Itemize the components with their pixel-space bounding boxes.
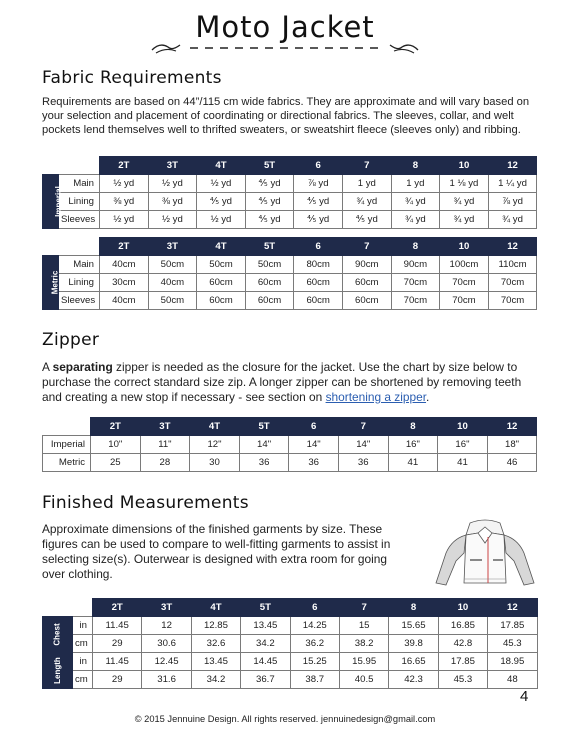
measurement-group-label (43, 653, 73, 689)
table-cell: 70cm (440, 274, 489, 292)
table-cell: 60cm (245, 292, 294, 310)
table-cell: ¾ yd (391, 193, 440, 211)
size-header-cell: 4T (197, 238, 246, 256)
zipper-size-table (42, 417, 537, 472)
table-cell: 110cm (488, 256, 537, 274)
table-cell: ⅞ yd (294, 175, 343, 193)
size-header-cell: 10 (438, 418, 488, 436)
table-cell: 29 (93, 635, 142, 653)
table-cell: 36.2 (290, 635, 339, 653)
size-header-cell: 12 (488, 238, 537, 256)
zipper-text-2: zipper is needed as the closure for the jacket. Use the chart by size below to purchase the correct standard size zip. A longer zipper can be shortened by removing teeth and creating a new stop if necessary - see section on (42, 360, 522, 404)
measurement-group-label (43, 617, 73, 653)
size-header-cell: 4T (197, 157, 246, 175)
size-header-cell: 3T (142, 599, 191, 617)
table-cell: 45.3 (438, 671, 487, 689)
table-row (43, 211, 537, 229)
table-cell: 36.7 (241, 671, 290, 689)
table-cell: 60cm (197, 274, 246, 292)
table-cell: 15.65 (389, 617, 438, 635)
table-cell: 38.2 (339, 635, 388, 653)
size-header-row (43, 157, 537, 175)
zipper-text-end: . (426, 390, 430, 404)
finished-measurements-heading: Finished Measurements (42, 493, 249, 513)
table-cell: 14.45 (241, 653, 290, 671)
table-cell: ⅘ yd (294, 211, 343, 229)
size-header-row (43, 599, 538, 617)
table-cell: 70cm (391, 292, 440, 310)
size-header-cell: 4T (190, 418, 240, 436)
table-cell: 60cm (342, 274, 391, 292)
table-cell: 41 (438, 454, 488, 472)
table-cell: 16" (388, 436, 438, 454)
table-cell: 1 yd (342, 175, 391, 193)
table-cell: 11.45 (93, 653, 142, 671)
size-header-cell: 7 (339, 599, 388, 617)
unit-system-label (43, 175, 63, 229)
table-cell: 1 ¼ yd (488, 175, 537, 193)
table-cell: 16.65 (389, 653, 438, 671)
table-cell: ½ yd (197, 175, 246, 193)
size-header-cell: 6 (294, 157, 343, 175)
row-label: Main (59, 256, 100, 274)
size-header-row (43, 238, 537, 256)
table-cell: 36 (289, 454, 339, 472)
table-cell: ⅜ yd (100, 193, 149, 211)
table-cell: 16.85 (438, 617, 487, 635)
unit-label: cm (73, 635, 93, 653)
size-header-cell: 10 (438, 599, 487, 617)
table-cell: 70cm (488, 274, 537, 292)
table-cell: ⅘ yd (294, 193, 343, 211)
finished-measurements-table (42, 598, 538, 689)
table-cell: 18" (487, 436, 537, 454)
metric-fabric-table (42, 237, 537, 310)
table-row (43, 635, 538, 653)
size-header-cell: 5T (241, 599, 290, 617)
table-cell: 70cm (488, 292, 537, 310)
fabric-paragraph: Requirements are based on 44”/115 cm wide fabrics. They are approximate and will vary based on your selection and placement of coordinating or directional fabrics. The sleeves, collar, and welt pockets lend themselves well to thrifted sweaters, or sweatshirt fleece (sleeves only) and ribbing. (42, 96, 530, 137)
table-cell: 14.25 (290, 617, 339, 635)
table-cell: ⅞ yd (488, 193, 537, 211)
shortening-zipper-link[interactable]: shortening a zipper (325, 390, 427, 404)
table-cell: 46 (487, 454, 537, 472)
table-cell: 39.8 (389, 635, 438, 653)
table-cell: 17.85 (438, 653, 487, 671)
row-label: Imperial (43, 436, 91, 454)
size-header-cell: 8 (388, 418, 438, 436)
fabric-requirements-heading: Fabric Requirements (42, 68, 222, 88)
size-header-cell: 3T (148, 238, 197, 256)
table-cell: 15.25 (290, 653, 339, 671)
size-header-cell: 12 (488, 157, 537, 175)
table-cell: 60cm (342, 292, 391, 310)
size-header-cell: 8 (391, 157, 440, 175)
table-cell: ¾ yd (342, 193, 391, 211)
table-cell: 13.45 (191, 653, 240, 671)
table-cell: 1 yd (391, 175, 440, 193)
unit-label: cm (73, 671, 93, 689)
size-header-cell: 12 (487, 418, 537, 436)
size-header-cell: 10 (440, 157, 489, 175)
table-corner (43, 418, 91, 436)
table-cell: 70cm (440, 292, 489, 310)
unit-system-text: Metric (50, 270, 60, 295)
row-label: Sleeves (59, 292, 100, 310)
table-cell: 80cm (294, 256, 343, 274)
table-cell: 60cm (197, 292, 246, 310)
table-cell: 31.6 (142, 671, 191, 689)
table-cell: 12 (142, 617, 191, 635)
table-cell: ¾ yd (488, 211, 537, 229)
table-cell: 13.45 (241, 617, 290, 635)
table-corner (43, 157, 100, 175)
table-row (43, 193, 537, 211)
table-corner (43, 599, 93, 617)
size-header-cell: 3T (148, 157, 197, 175)
measurement-group-text: Chest (52, 623, 62, 646)
table-cell: 41 (388, 454, 438, 472)
table-cell: 11" (140, 436, 190, 454)
table-cell: 30 (190, 454, 240, 472)
table-row (43, 256, 537, 274)
table-cell: 12" (190, 436, 240, 454)
size-header-cell: 2T (93, 599, 142, 617)
table-cell: 34.2 (241, 635, 290, 653)
unit-label: in (73, 653, 93, 671)
table-cell: ½ yd (148, 175, 197, 193)
size-header-row (43, 418, 537, 436)
table-cell: ¾ yd (440, 211, 489, 229)
zipper-paragraph (42, 360, 537, 405)
row-label: Lining (59, 193, 100, 211)
table-cell: 1 ⅛ yd (440, 175, 489, 193)
table-cell: 42.3 (389, 671, 438, 689)
table-cell: 10" (91, 436, 141, 454)
size-header-cell: 5T (239, 418, 289, 436)
table-cell: 30.6 (142, 635, 191, 653)
table-corner (43, 238, 100, 256)
size-header-cell: 8 (391, 238, 440, 256)
row-label: Sleeves (59, 211, 100, 229)
page-number: 4 (520, 688, 529, 705)
size-header-cell: 5T (245, 157, 294, 175)
table-cell: 42.8 (438, 635, 487, 653)
size-header-cell: 8 (389, 599, 438, 617)
table-row (43, 436, 537, 454)
table-cell: ½ yd (100, 211, 149, 229)
table-cell: 50cm (148, 256, 197, 274)
table-cell: 90cm (391, 256, 440, 274)
zipper-heading: Zipper (42, 330, 100, 350)
table-row (43, 671, 538, 689)
row-label: Metric (43, 454, 91, 472)
table-cell: 16" (438, 436, 488, 454)
finished-paragraph: Approximate dimensions of the finished garments by size. These figures can be used to compare to well-fitting garments to assist in selecting size(s). Outerwear is designed with extra room for going over clothing. (42, 522, 391, 581)
table-cell: 12.45 (142, 653, 191, 671)
row-label: Lining (59, 274, 100, 292)
unit-label: in (73, 617, 93, 635)
table-cell: 60cm (294, 274, 343, 292)
table-cell: 18.95 (488, 653, 537, 671)
size-header-cell: 6 (290, 599, 339, 617)
table-cell: ½ yd (148, 211, 197, 229)
table-cell: 45.3 (488, 635, 537, 653)
table-cell: 100cm (440, 256, 489, 274)
table-cell: 40cm (100, 292, 149, 310)
table-cell: ⅘ yd (245, 193, 294, 211)
table-cell: 12.85 (191, 617, 240, 635)
table-cell: 40.5 (339, 671, 388, 689)
unit-system-label (43, 256, 59, 310)
jacket-illustration (430, 513, 540, 593)
table-cell: ⅘ yd (245, 211, 294, 229)
copyright-footer: © 2015 Jennuine Design. All rights reserved. jennuinedesign@gmail.com (134, 714, 436, 724)
table-cell: 60cm (294, 292, 343, 310)
table-cell: 14" (239, 436, 289, 454)
size-header-cell: 2T (100, 157, 149, 175)
size-header-cell: 12 (488, 599, 537, 617)
table-cell: ⅘ yd (342, 211, 391, 229)
table-row (43, 292, 537, 310)
table-cell: 34.2 (191, 671, 240, 689)
table-cell: 48 (488, 671, 537, 689)
zipper-text-1: A (42, 360, 53, 374)
size-header-cell: 10 (440, 238, 489, 256)
table-cell: 15 (339, 617, 388, 635)
size-header-cell: 5T (245, 238, 294, 256)
table-cell: 36 (338, 454, 388, 472)
imperial-fabric-table (42, 156, 537, 229)
table-cell: 14" (289, 436, 339, 454)
size-header-cell: 6 (294, 238, 343, 256)
table-cell: ½ yd (100, 175, 149, 193)
size-header-cell: 2T (91, 418, 141, 436)
table-cell: 14" (338, 436, 388, 454)
table-cell: 40cm (100, 256, 149, 274)
table-cell: 32.6 (191, 635, 240, 653)
size-header-cell: 7 (338, 418, 388, 436)
table-cell: 70cm (391, 274, 440, 292)
table-cell: 90cm (342, 256, 391, 274)
table-cell: 17.85 (488, 617, 537, 635)
size-header-cell: 7 (342, 238, 391, 256)
table-cell: ½ yd (197, 211, 246, 229)
table-row (43, 454, 537, 472)
table-cell: 40cm (148, 274, 197, 292)
table-cell: 30cm (100, 274, 149, 292)
table-cell: 28 (140, 454, 190, 472)
title-dash-decoration (150, 38, 420, 58)
table-cell: 25 (91, 454, 141, 472)
table-row (43, 653, 538, 671)
table-cell: ¾ yd (391, 211, 440, 229)
table-cell: 60cm (245, 274, 294, 292)
size-header-cell: 2T (100, 238, 149, 256)
table-cell: 38.7 (290, 671, 339, 689)
table-cell: 50cm (197, 256, 246, 274)
page-title: Moto Jacket (195, 10, 375, 44)
size-header-cell: 6 (289, 418, 339, 436)
row-label: Main (59, 175, 100, 193)
table-row (43, 175, 537, 193)
zipper-bold-word: separating (52, 360, 113, 374)
table-cell: 11.45 (93, 617, 142, 635)
table-cell: 15.95 (339, 653, 388, 671)
table-cell: 50cm (148, 292, 197, 310)
table-cell: ⅘ yd (197, 193, 246, 211)
table-cell: 50cm (245, 256, 294, 274)
unit-system-text: Imperial (53, 186, 63, 217)
table-row (43, 617, 538, 635)
measurement-group-text: Length (52, 657, 62, 684)
table-row (43, 274, 537, 292)
table-cell: ⅘ yd (245, 175, 294, 193)
size-header-cell: 4T (191, 599, 240, 617)
table-cell: ⅜ yd (148, 193, 197, 211)
table-cell: 36 (239, 454, 289, 472)
size-header-cell: 3T (140, 418, 190, 436)
table-cell: ¾ yd (440, 193, 489, 211)
table-cell: 29 (93, 671, 142, 689)
size-header-cell: 7 (342, 157, 391, 175)
